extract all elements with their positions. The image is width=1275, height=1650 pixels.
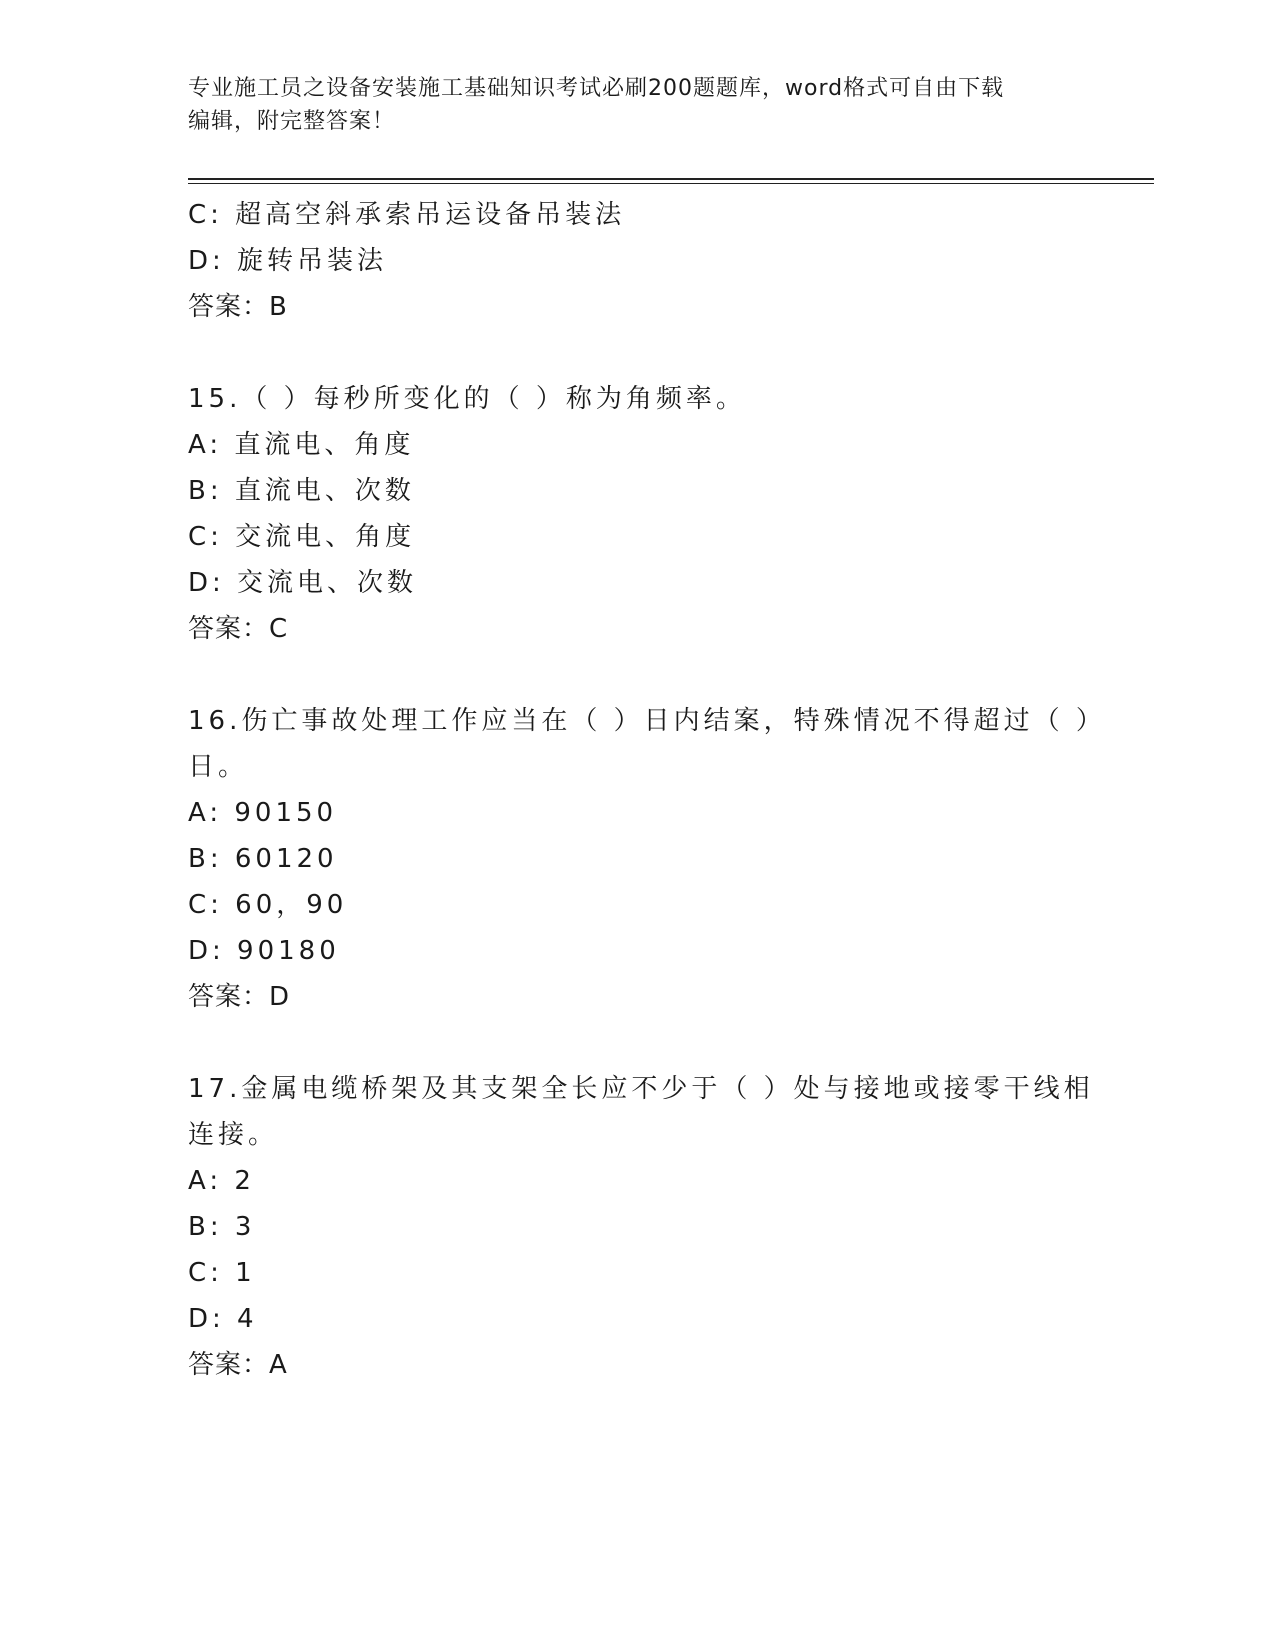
option-b: B: 3 <box>188 1212 256 1242</box>
answer-line: 答案：D <box>188 982 291 1012</box>
option-b: B: 60120 <box>188 844 338 874</box>
option-a: A: 直流电、角度 <box>188 430 415 460</box>
option-d: D: 交流电、次数 <box>188 568 418 598</box>
option-a: A: 90150 <box>188 798 338 828</box>
answer-line: 答案：A <box>188 1350 288 1380</box>
option-d: D: 90180 <box>188 936 340 966</box>
question-17 <box>188 1066 1094 1388</box>
question-stem-line1: 17.金属电缆桥架及其支架全长应不少于（ ）处与接地或接零干线相 <box>188 1074 1094 1104</box>
option-c: C: 1 <box>188 1258 256 1288</box>
header-title-line2: 编辑，附完整答案！ <box>188 109 396 134</box>
option-d: D: 旋转吊装法 <box>188 246 388 276</box>
header-title-line1: 专业施工员之设备安装施工基础知识考试必刷200题题库，word格式可自由下载 <box>188 76 1005 101</box>
question-15 <box>188 376 1088 652</box>
header-divider-thin <box>188 183 1154 184</box>
question-list <box>188 192 1106 1388</box>
option-c: C: 交流电、角度 <box>188 522 416 552</box>
answer-line: 答案：C <box>188 614 289 644</box>
question-stem: 15.（ ）每秒所变化的（ ）称为角频率。 <box>188 384 746 414</box>
question-stem-line2: 连接。 <box>188 1120 279 1150</box>
header-divider-thick <box>188 178 1154 180</box>
option-c: C: 超高空斜承索吊运设备吊装法 <box>188 200 626 230</box>
question-16 <box>188 698 1106 1020</box>
option-c: C: 60，90 <box>188 890 348 920</box>
question-stem-line1: 16.伤亡事故处理工作应当在（ ）日内结案，特殊情况不得超过（ ） <box>188 706 1106 736</box>
option-a: A: 2 <box>188 1166 255 1196</box>
document-header <box>188 72 1088 138</box>
question-14-tail <box>188 192 1088 330</box>
option-b: B: 直流电、次数 <box>188 476 415 506</box>
question-stem-line2: 日。 <box>188 752 249 782</box>
answer-line: 答案：B <box>188 292 288 322</box>
option-d: D: 4 <box>188 1304 258 1334</box>
